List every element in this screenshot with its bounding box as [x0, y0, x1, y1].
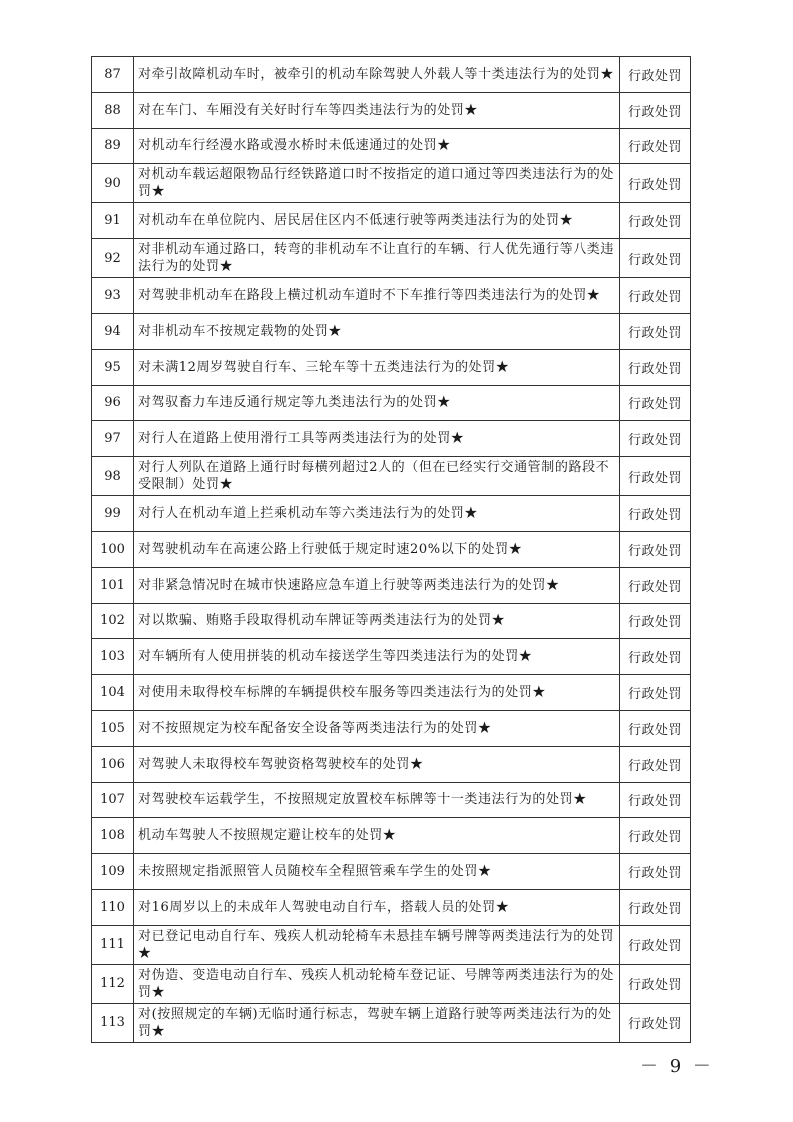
item-type: 行政处罚 — [620, 496, 691, 532]
table-row — [92, 1003, 691, 1042]
item-name: 对已登记电动自行车、残疾人机动轮椅车未悬挂车辆号牌等两类违法行为的处罚★ — [134, 925, 620, 964]
table-row — [92, 349, 691, 385]
table-row — [92, 603, 691, 639]
item-type: 行政处罚 — [620, 710, 691, 746]
item-name: 对机动车在单位院内、居民居住区内不低速行驶等两类违法行为的处罚★ — [134, 203, 620, 239]
item-type: 行政处罚 — [620, 349, 691, 385]
table-row — [92, 457, 691, 496]
row-number: 99 — [92, 496, 134, 532]
item-type: 行政处罚 — [620, 925, 691, 964]
table-row — [92, 239, 691, 278]
item-name: 对驾驶人未取得校车驾驶资格驾驶校车的处罚★ — [134, 746, 620, 782]
row-number: 113 — [92, 1003, 134, 1042]
item-type: 行政处罚 — [620, 457, 691, 496]
table-row — [92, 964, 691, 1003]
item-name: 对16周岁以上的未成年人驾驶电动自行车，搭载人员的处罚★ — [134, 889, 620, 925]
item-type: 行政处罚 — [620, 385, 691, 421]
item-type: 行政处罚 — [620, 57, 691, 93]
item-name: 对机动车行经漫水路或漫水桥时未低速通过的处罚★ — [134, 128, 620, 164]
table-row — [92, 782, 691, 818]
table-row — [92, 531, 691, 567]
row-number: 87 — [92, 57, 134, 93]
item-name: 对驾驶非机动车在路段上横过机动车道时不下车推行等四类违法行为的处罚★ — [134, 278, 620, 314]
item-type: 行政处罚 — [620, 603, 691, 639]
row-number: 111 — [92, 925, 134, 964]
table-row — [92, 278, 691, 314]
item-name: 对驾驶校车运载学生，不按照规定放置校车标牌等十一类违法行为的处罚★ — [134, 782, 620, 818]
item-name: 未按照规定指派照管人员随校车全程照管乘车学生的处罚★ — [134, 854, 620, 890]
row-number: 90 — [92, 164, 134, 203]
item-name: 机动车驾驶人不按照规定避让校车的处罚★ — [134, 818, 620, 854]
table-body — [92, 57, 691, 1043]
row-number: 94 — [92, 313, 134, 349]
item-type: 行政处罚 — [620, 92, 691, 128]
penalty-items-table — [91, 56, 691, 1043]
table-row — [92, 313, 691, 349]
item-type: 行政处罚 — [620, 964, 691, 1003]
item-type: 行政处罚 — [620, 203, 691, 239]
table-row — [92, 92, 691, 128]
row-number: 91 — [92, 203, 134, 239]
table-row — [92, 639, 691, 675]
row-number: 104 — [92, 675, 134, 711]
row-number: 96 — [92, 385, 134, 421]
item-name: 对行人在机动车道上拦乘机动车等六类违法行为的处罚★ — [134, 496, 620, 532]
table-row — [92, 496, 691, 532]
row-number: 110 — [92, 889, 134, 925]
table-row — [92, 675, 691, 711]
item-name: 对行人在道路上使用滑行工具等两类违法行为的处罚★ — [134, 421, 620, 457]
item-name: 对非紧急情况时在城市快速路应急车道上行驶等两类违法行为的处罚★ — [134, 567, 620, 603]
item-type: 行政处罚 — [620, 531, 691, 567]
item-type: 行政处罚 — [620, 818, 691, 854]
table-row — [92, 710, 691, 746]
table-row — [92, 385, 691, 421]
row-number: 103 — [92, 639, 134, 675]
item-name: 对在车门、车厢没有关好时行车等四类违法行为的处罚★ — [134, 92, 620, 128]
item-type: 行政处罚 — [620, 854, 691, 890]
item-type: 行政处罚 — [620, 164, 691, 203]
row-number: 100 — [92, 531, 134, 567]
item-name: 对驾驭畜力车违反通行规定等九类违法行为的处罚★ — [134, 385, 620, 421]
item-name: 对机动车载运超限物品行经铁路道口时不按指定的道口通过等四类违法行为的处罚★ — [134, 164, 620, 203]
item-name: 对以欺骗、贿赂手段取得机动车牌证等两类违法行为的处罚★ — [134, 603, 620, 639]
item-type: 行政处罚 — [620, 675, 691, 711]
penalty-table-container — [91, 56, 690, 1043]
row-number: 92 — [92, 239, 134, 278]
table-row — [92, 567, 691, 603]
table-row — [92, 128, 691, 164]
item-name: 对车辆所有人使用拼装的机动车接送学生等四类违法行为的处罚★ — [134, 639, 620, 675]
row-number: 97 — [92, 421, 134, 457]
item-type: 行政处罚 — [620, 889, 691, 925]
item-name: 对伪造、变造电动自行车、残疾人机动轮椅车登记证、号牌等两类违法行为的处罚★ — [134, 964, 620, 1003]
row-number: 109 — [92, 854, 134, 890]
item-name: 对驾驶机动车在高速公路上行驶低于规定时速20%以下的处罚★ — [134, 531, 620, 567]
table-row — [92, 57, 691, 93]
item-name: 对(按照规定的车辆)无临时通行标志，驾驶车辆上道路行驶等两类违法行为的处罚★ — [134, 1003, 620, 1042]
table-row — [92, 889, 691, 925]
item-type: 行政处罚 — [620, 313, 691, 349]
item-type: 行政处罚 — [620, 421, 691, 457]
row-number: 88 — [92, 92, 134, 128]
item-name: 对行人列队在道路上通行时每横列超过2人的（但在已经实行交通管制的路段不受限制）处罚★ — [134, 457, 620, 496]
row-number: 95 — [92, 349, 134, 385]
item-type: 行政处罚 — [620, 128, 691, 164]
item-name: 对使用未取得校车标牌的车辆提供校车服务等四类违法行为的处罚★ — [134, 675, 620, 711]
item-type: 行政处罚 — [620, 239, 691, 278]
table-row — [92, 854, 691, 890]
item-type: 行政处罚 — [620, 567, 691, 603]
item-name: 对非机动车通过路口，转弯的非机动车不让直行的车辆、行人优先通行等八类违法行为的处罚★ — [134, 239, 620, 278]
table-row — [92, 421, 691, 457]
item-type: 行政处罚 — [620, 782, 691, 818]
item-name: 对非机动车不按规定载物的处罚★ — [134, 313, 620, 349]
item-type: 行政处罚 — [620, 746, 691, 782]
item-name: 对未满12周岁驾驶自行车、三轮车等十五类违法行为的处罚★ — [134, 349, 620, 385]
row-number: 105 — [92, 710, 134, 746]
table-row — [92, 746, 691, 782]
page-number: － 9 － — [640, 1056, 714, 1077]
item-type: 行政处罚 — [620, 278, 691, 314]
table-row — [92, 203, 691, 239]
row-number: 101 — [92, 567, 134, 603]
row-number: 98 — [92, 457, 134, 496]
item-name: 对不按照规定为校车配备安全设备等两类违法行为的处罚★ — [134, 710, 620, 746]
row-number: 102 — [92, 603, 134, 639]
row-number: 112 — [92, 964, 134, 1003]
row-number: 107 — [92, 782, 134, 818]
row-number: 93 — [92, 278, 134, 314]
item-name: 对牵引故障机动车时，被牵引的机动车除驾驶人外载人等十类违法行为的处罚★ — [134, 57, 620, 93]
item-type: 行政处罚 — [620, 1003, 691, 1042]
table-row — [92, 925, 691, 964]
row-number: 89 — [92, 128, 134, 164]
row-number: 106 — [92, 746, 134, 782]
table-row — [92, 818, 691, 854]
item-type: 行政处罚 — [620, 639, 691, 675]
row-number: 108 — [92, 818, 134, 854]
table-row — [92, 164, 691, 203]
